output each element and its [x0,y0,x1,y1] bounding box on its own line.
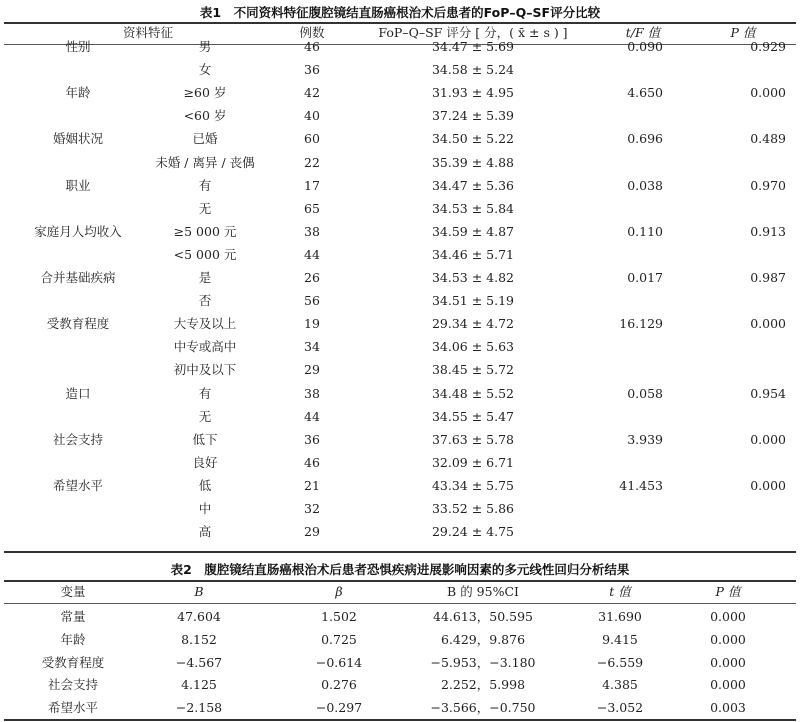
subgroup-score: 37.63 ± 5.78 [431,431,515,447]
t2-value: −3.566，−0.750 [430,700,536,716]
t2-value: 1.502 [321,609,357,624]
t2-value: 0.000 [710,677,746,693]
t2-header-cell: 变量 [60,584,86,599]
t2-value: −0.614 [315,654,363,670]
t1-header-tf: t/F 值 [625,25,661,40]
subgroup-count: 19 [304,316,320,332]
t2-value: 9.415 [602,631,638,647]
subgroup-label: 中 [198,501,212,516]
subgroup-label: 有 [198,177,212,193]
t1-header-count: 例数 [299,25,325,40]
subgroup-label: 初中及以下 [173,362,237,378]
t2-variable: 受教育程度 [41,654,105,670]
t2-value: 0.725 [321,631,357,647]
subgroup-score: 34.59 ± 4.87 [431,223,515,239]
t2-value: 0.276 [321,677,357,693]
subgroup-count: 32 [304,501,320,516]
subgroup-count: 36 [304,62,320,78]
t1-header-p: P 值 [730,25,756,40]
group-name: 合并基础疾病 [40,270,116,285]
t2-value: 4.125 [181,677,217,693]
subgroup-score: 34.53 ± 5.84 [431,200,515,216]
group-t-value: 0.058 [627,385,663,401]
t2-header-cell: β [335,584,343,599]
subgroup-label: 良好 [192,454,218,470]
table1-title: 表1 不同资料特征腹腔镜结直肠癌根治术后患者的FoP–Q–SF评分比较 [199,5,601,20]
subgroup-count: 26 [304,270,320,285]
subgroup-score: 31.93 ± 4.95 [431,85,515,101]
subgroup-score: 34.55 ± 5.47 [431,408,515,424]
subgroup-count: 22 [304,154,320,170]
t2-variable: 希望水平 [47,700,99,716]
subgroup-count: 46 [304,39,320,54]
t2-header-cell: t 值 [609,584,631,599]
subgroup-count: 60 [304,131,320,147]
t2-header-cell: B [194,584,204,599]
table2-header-rule [4,603,796,604]
subgroup-count: 42 [304,85,320,101]
t2-value: 8.152 [181,631,217,647]
subgroup-count: 29 [304,524,320,540]
subgroup-score: 33.52 ± 5.86 [431,501,515,516]
group-name: 受教育程度 [46,316,110,332]
subgroup-label: 女 [198,62,212,78]
subgroup-label: ≥60 岁 [183,85,227,101]
group-name: 希望水平 [52,477,104,493]
subgroup-label: 男 [198,39,212,54]
subgroup-label: 无 [198,408,212,424]
subgroup-count: 40 [304,108,320,124]
t2-value: −3.052 [596,700,644,716]
group-name: 性别 [65,39,91,54]
subgroup-score: 34.53 ± 4.82 [431,270,515,285]
t2-header-cell: B 的 95%CI [447,584,519,599]
group-p-value: 0.000 [750,477,786,493]
subgroup-count: 44 [304,408,320,424]
subgroup-label: 大专及以上 [173,316,237,332]
subgroup-score: 34.51 ± 5.19 [431,293,515,309]
t2-variable: 年龄 [60,631,86,647]
t2-value: −2.158 [175,700,223,716]
group-p-value: 0.489 [750,131,786,147]
subgroup-label: 是 [198,270,212,285]
subgroup-count: 36 [304,431,320,447]
subgroup-label: 高 [198,524,212,540]
t2-value: 2.252，5.998 [440,677,526,693]
t2-value: 0.000 [710,654,746,670]
group-t-value: 41.453 [619,477,663,493]
group-p-value: 0.000 [750,316,786,332]
subgroup-label: <60 岁 [183,108,227,124]
group-t-value: 0.696 [627,131,663,147]
subgroup-score: 38.45 ± 5.72 [431,362,515,378]
t2-value: 47.604 [177,609,221,624]
t2-value: −4.567 [175,654,223,670]
subgroup-count: 44 [304,246,320,262]
group-name: 职业 [65,177,91,193]
group-p-value: 0.987 [750,270,786,285]
group-name: 年龄 [65,85,91,101]
table1-header-rule [4,44,796,45]
subgroup-score: 34.47 ± 5.69 [431,39,515,54]
t2-variable: 常量 [60,609,86,624]
subgroup-score: 43.34 ± 5.75 [431,477,515,493]
group-name: 造口 [65,385,91,401]
subgroup-score: 34.47 ± 5.36 [431,177,515,193]
subgroup-count: 29 [304,362,320,378]
subgroup-score: 29.24 ± 4.75 [431,524,515,540]
group-t-value: 3.939 [627,431,663,447]
subgroup-score: 37.24 ± 5.39 [431,108,515,124]
subgroup-count: 38 [304,385,320,401]
t2-value: −0.297 [315,700,363,716]
subgroup-label: 低 [198,477,212,493]
subgroup-score: 35.39 ± 4.88 [431,154,515,170]
table2-bottom-rule [4,719,796,721]
subgroup-count: 34 [304,339,320,355]
subgroup-label: 中专或高中 [173,339,237,355]
subgroup-label: 有 [198,385,212,401]
subgroup-label: 未婚 / 离异 / 丧偶 [155,154,255,170]
subgroup-label: ≥5 000 元 [173,223,237,239]
group-t-value: 0.038 [627,177,663,193]
group-t-value: 0.110 [627,223,663,239]
subgroup-count: 56 [304,293,320,309]
t2-value: 0.000 [710,631,746,647]
subgroup-score: 34.06 ± 5.63 [431,339,515,355]
group-p-value: 0.954 [750,385,786,401]
group-p-value: 0.913 [750,223,786,239]
table2-title: 表2 腹腔镜结直肠癌根治术后患者恐惧疾病进展影响因素的多元线性回归分析结果 [170,562,630,577]
group-t-value: 4.650 [627,85,663,101]
subgroup-score: 34.46 ± 5.71 [431,246,515,262]
subgroup-score: 34.50 ± 5.22 [431,131,515,147]
group-p-value: 0.970 [750,177,786,193]
subgroup-count: 17 [304,177,320,193]
group-name: 婚姻状况 [52,131,104,147]
t2-variable: 社会支持 [47,677,99,693]
table2-top-rule [4,580,796,582]
subgroup-score: 29.34 ± 4.72 [431,316,515,332]
subgroup-count: 38 [304,223,320,239]
t2-value: −6.559 [596,654,644,670]
group-name: 社会支持 [52,431,104,447]
t2-value: 31.690 [598,609,642,624]
subgroup-label: 否 [198,293,212,309]
subgroup-label: 无 [198,200,212,216]
t1-header-score: FoP–Q–SF 评分 [ 分，( x̄ ± s ) ] [378,25,568,40]
t2-value: 0.000 [710,609,746,624]
subgroup-score: 34.48 ± 5.52 [431,385,515,401]
subgroup-score: 32.09 ± 6.71 [431,454,515,470]
subgroup-count: 21 [304,477,320,493]
table1-bottom-rule [4,551,796,553]
t2-header-cell: P 值 [715,584,741,599]
t2-value: 0.003 [710,700,746,716]
group-t-value: 0.090 [627,39,663,54]
group-p-value: 0.929 [750,39,786,54]
group-p-value: 0.000 [750,431,786,447]
group-t-value: 16.129 [619,316,663,332]
subgroup-label: 低下 [192,431,218,447]
subgroup-count: 65 [304,200,320,216]
subgroup-score: 34.58 ± 5.24 [431,62,515,78]
subgroup-label: <5 000 元 [173,246,237,262]
subgroup-label: 已婚 [192,131,218,147]
t2-value: 44.613，50.595 [433,609,533,624]
t2-value: 4.385 [602,677,638,693]
subgroup-count: 46 [304,454,320,470]
group-p-value: 0.000 [750,85,786,101]
t2-value: 6.429，9.876 [440,631,526,647]
t1-header-feature: 资料特征 [122,25,174,40]
t2-value: −5.953，−3.180 [430,654,536,670]
group-t-value: 0.017 [627,270,663,285]
group-name: 家庭月人均收入 [34,223,122,239]
